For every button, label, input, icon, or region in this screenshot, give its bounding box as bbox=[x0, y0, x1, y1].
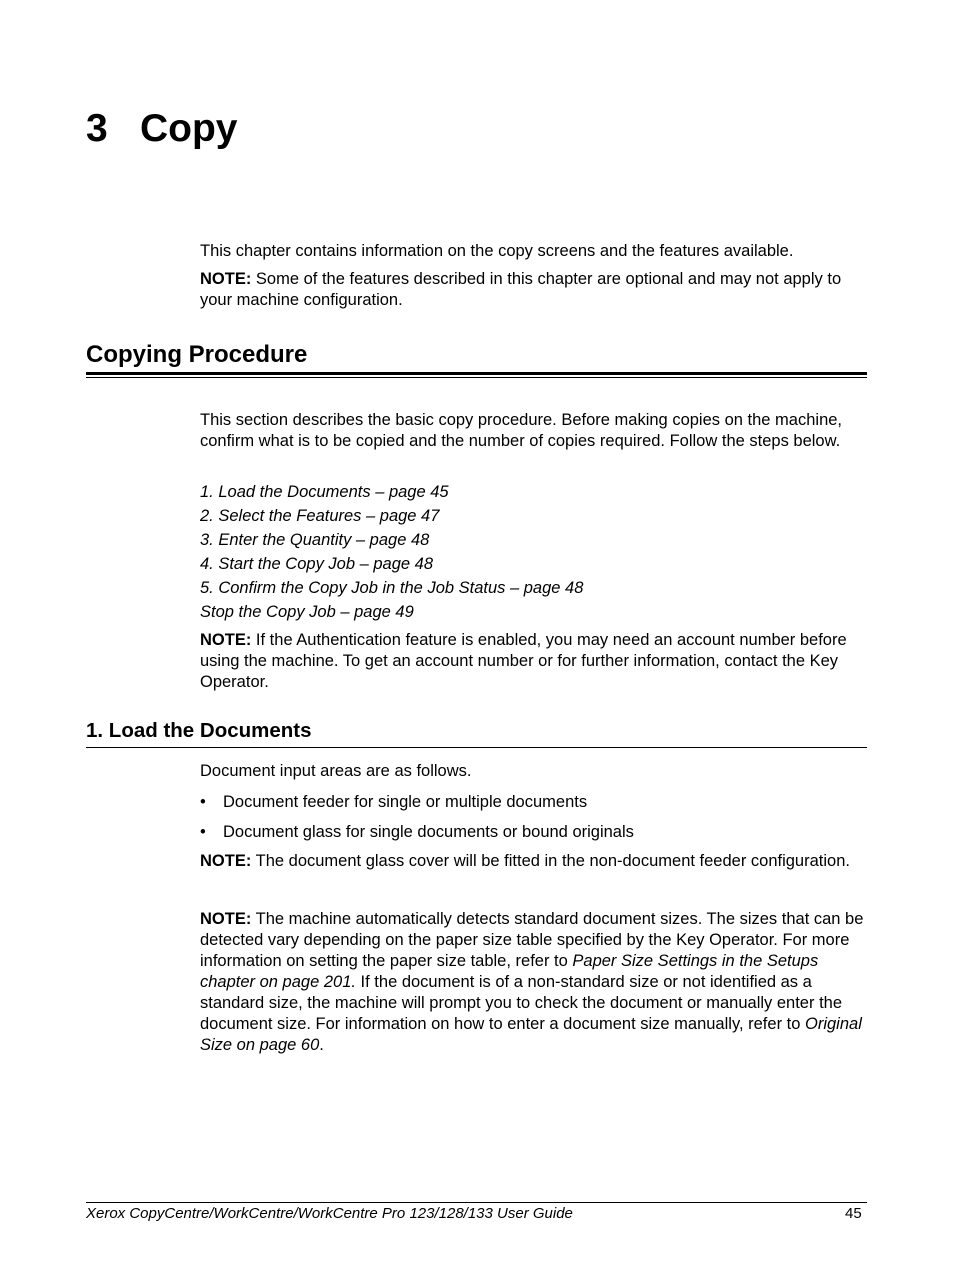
note-text: . bbox=[319, 1036, 324, 1054]
intro-note bbox=[200, 269, 868, 311]
chapter-name: Copy bbox=[140, 107, 238, 150]
intro-paragraph: This chapter contains information on the copy screens and the features available. bbox=[200, 242, 794, 260]
step-link-select[interactable]: 2. Select the Features – page 47 bbox=[200, 507, 440, 525]
section-rule-thin bbox=[86, 377, 867, 378]
section-paragraph: This section describes the basic copy procedure. Before making copies on the machine, confirm what is to be copied and the number of copies required. Follow the steps below. bbox=[200, 411, 843, 450]
section-title: Copying Procedure bbox=[86, 341, 308, 368]
chapter-title bbox=[86, 106, 238, 152]
cross-reference-link[interactable]: Paper Size Settings in the Setups chapter on page 201. bbox=[200, 952, 819, 991]
list-item bbox=[200, 822, 634, 843]
bullet-icon: • bbox=[200, 793, 206, 811]
section-note bbox=[200, 630, 868, 693]
step-link-load[interactable]: 1. Load the Documents – page 45 bbox=[200, 483, 449, 501]
note-label: NOTE: bbox=[200, 631, 252, 649]
note-text: The document glass cover will be fitted in the non-document feeder configuration. bbox=[251, 852, 850, 870]
note-text: If the Authentication feature is enabled, you may need an account number before using the machine. To get an account number or for further information, contact the Key Operator. bbox=[200, 631, 847, 691]
subsection-note-2 bbox=[200, 909, 868, 1056]
note-label: NOTE: bbox=[200, 852, 252, 870]
list-item-text: Document feeder for single or multiple documents bbox=[223, 793, 588, 811]
subsection-intro: Document input areas are as follows. bbox=[200, 762, 472, 780]
chapter-number: 3 bbox=[86, 107, 108, 150]
note-label: NOTE: bbox=[200, 910, 252, 928]
step-link-stop[interactable]: Stop the Copy Job – page 49 bbox=[200, 603, 414, 621]
subsection-title: 1. Load the Documents bbox=[86, 719, 312, 742]
subsection-note-1 bbox=[200, 851, 868, 872]
list-item-text: Document glass for single documents or bound originals bbox=[223, 823, 634, 841]
step-link-start[interactable]: 4. Start the Copy Job – page 48 bbox=[200, 555, 433, 573]
bullet-icon: • bbox=[200, 823, 206, 841]
input-area-list bbox=[200, 792, 634, 852]
step-list bbox=[200, 480, 583, 624]
step-link-confirm[interactable]: 5. Confirm the Copy Job in the Job Status – page 48 bbox=[200, 579, 584, 597]
note-text: Some of the features described in this chapter are optional and may not apply to your machine configuration. bbox=[200, 270, 842, 309]
footer-rule bbox=[86, 1202, 867, 1203]
note-label: NOTE: bbox=[200, 270, 252, 288]
footer-page-number: 45 bbox=[845, 1205, 862, 1222]
note-text: The machine automatically detects standard document sizes. The sizes that can be detected vary depending on the paper size table specified by the Key Operator. For more information on setting the paper size table, refer to bbox=[200, 910, 864, 970]
step-link-quantity[interactable]: 3. Enter the Quantity – page 48 bbox=[200, 531, 430, 549]
subsection-rule bbox=[86, 747, 867, 748]
list-item bbox=[200, 792, 634, 813]
note-text: If the document is of a non-standard size or not identified as a standard size, the machine will prompt you to check the document or manually enter the document size. For information on how to enter a document size manually, refer to bbox=[200, 973, 843, 1033]
footer-guide-title: Xerox CopyCentre/WorkCentre/WorkCentre Pro 123/128/133 User Guide bbox=[86, 1205, 573, 1222]
cross-reference-link[interactable]: Original Size on page 60 bbox=[200, 1015, 862, 1054]
section-rule-thick bbox=[86, 372, 867, 375]
